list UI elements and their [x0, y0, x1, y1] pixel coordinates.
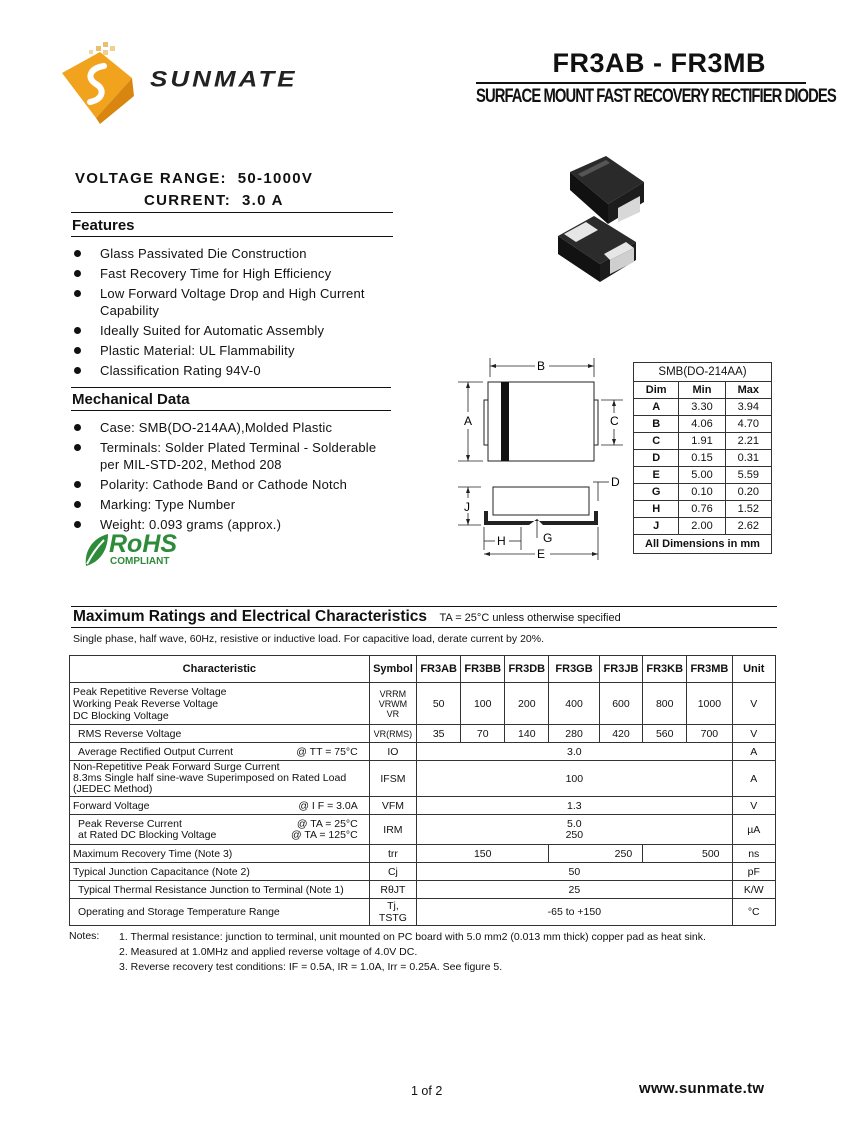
logo-wordmark: SUNMATE	[150, 67, 298, 92]
symbol-cell: VRRM VRWM VR	[369, 683, 416, 725]
dim-label-b: B	[537, 359, 546, 373]
table-row: B 4.06 4.70	[634, 416, 772, 433]
dim-label-d: D	[611, 475, 620, 489]
list-item: Plastic Material: UL Flammability	[70, 342, 400, 359]
package-bottom-icon	[558, 216, 636, 282]
voltage-label: VOLTAGE RANGE:	[75, 170, 227, 187]
website-link[interactable]: www.sunmate.tw	[639, 1080, 765, 1097]
cathode-band	[501, 382, 509, 461]
bullet-icon	[74, 270, 81, 277]
list-item: Fast Recovery Time for High Efficiency	[70, 265, 400, 282]
divider	[71, 627, 777, 628]
dimension-diagram	[455, 355, 630, 565]
list-item: Polarity: Cathode Band or Cathode Notch	[70, 476, 390, 493]
dim-label-e: E	[537, 547, 546, 561]
bullet-icon	[74, 250, 81, 257]
list-item: Terminals: Solder Plated Terminal - Solderable per MIL-STD-202, Method 208	[70, 439, 390, 473]
dim-header: Max	[725, 382, 771, 399]
col-header: FR3MB	[687, 656, 732, 683]
ratings-table	[69, 655, 776, 926]
note-item: 1. Thermal resistance: junction to terminal, unit mounted on PC board with 5.0 mm2 (0.013 mm thick) copper pad as heat sink.	[119, 931, 706, 943]
table-row: J 2.00 2.62	[634, 518, 772, 535]
package-top-icon	[570, 156, 644, 224]
dim-table-footer: All Dimensions in mm	[634, 535, 772, 554]
bullet-icon	[74, 481, 81, 488]
bullet-icon	[74, 290, 81, 297]
divider	[71, 606, 777, 607]
current-rating	[144, 192, 284, 209]
title-rule	[476, 82, 806, 84]
notes-label: Notes:	[69, 930, 100, 942]
rohs-badge	[82, 532, 192, 568]
col-header: Symbol	[369, 656, 416, 683]
features-title: Features	[72, 217, 135, 234]
list-item: Ideally Suited for Automatic Assembly	[70, 322, 400, 339]
features-list	[70, 245, 400, 382]
current-label: CURRENT:	[144, 192, 232, 209]
table-row: Typical Thermal Resistance Junction to Terminal (Note 1) RθJT 25 K/W	[70, 881, 776, 899]
list-item: Weight: 0.093 grams (approx.)	[70, 516, 390, 533]
table-row: Maximum Recovery Time (Note 3) trr 150 250 500 ns	[70, 845, 776, 863]
divider	[71, 212, 393, 213]
note-item: 2. Measured at 1.0MHz and applied reverse voltage of 4.0V DC.	[119, 946, 418, 958]
dim-label-c: C	[610, 414, 619, 428]
ratings-condition: TA = 25°C unless otherwise specified	[439, 612, 621, 624]
list-item: Marking: Type Number	[70, 496, 390, 513]
dim-label-a: A	[464, 414, 473, 428]
bullet-icon	[74, 367, 81, 374]
ratings-header	[73, 608, 621, 626]
bullet-icon	[74, 444, 81, 451]
table-row: H 0.76 1.52	[634, 501, 772, 518]
table-row: RMS Reverse Voltage VR(RMS) 35 70 140 280 420 560 700 V	[70, 725, 776, 743]
bullet-icon	[74, 424, 81, 431]
product-subtitle: SURFACE MOUNT FAST RECOVERY RECTIFIER DIODES	[476, 86, 836, 107]
col-header: FR3KB	[643, 656, 687, 683]
col-header: Unit	[732, 656, 775, 683]
list-item: Classification Rating 94V-0	[70, 362, 400, 379]
list-item: Case: SMB(DO-214AA),Molded Plastic	[70, 419, 390, 436]
page-number: 1 of 2	[411, 1084, 443, 1098]
notes-list	[119, 930, 779, 975]
note-item: 3. Reverse recovery test conditions: IF = 0.5A, IR = 1.0A, Irr = 0.25A. See figure 5.	[119, 961, 503, 973]
rohs-compliant-text: COMPLIANT	[110, 556, 170, 567]
list-item: Glass Passivated Die Construction	[70, 245, 400, 262]
body-side-view	[493, 487, 589, 515]
col-header: FR3DB	[505, 656, 549, 683]
dim-label-h: H	[497, 534, 506, 548]
bullet-icon	[74, 521, 81, 528]
table-row: Forward Voltage @ I F = 3.0A VFM 1.3 V	[70, 797, 776, 815]
terminal-right	[594, 400, 598, 445]
table-row: A 3.30 3.94	[634, 399, 772, 416]
divider	[71, 410, 391, 411]
table-row: Peak Reverse Current @ TA = 25°C at Rated DC Blocking Voltage @ TA = 125°C IRM 5.0 250 µA	[70, 815, 776, 845]
table-row: Typical Junction Capacitance (Note 2) Cj 50 pF	[70, 863, 776, 881]
col-header: FR3AB	[417, 656, 461, 683]
col-header: Characteristic	[70, 656, 370, 683]
table-row: Average Rectified Output Current @ TT = 75°C IO 3.0 A	[70, 743, 776, 761]
list-item: Low Forward Voltage Drop and High Current Capability	[70, 285, 400, 319]
rohs-text: RoHS	[109, 530, 178, 558]
ratings-title: Maximum Ratings and Electrical Characteristics	[73, 608, 428, 625]
bullet-icon	[74, 347, 81, 354]
leaf-icon	[82, 532, 110, 568]
ratings-description: Single phase, half wave, 60Hz, resistive or inductive load. For capacitive load, derate current by 20%.	[73, 633, 544, 645]
divider	[71, 387, 391, 388]
col-header: FR3JB	[599, 656, 642, 683]
dim-table-caption: SMB(DO-214AA)	[634, 363, 772, 382]
table-row: E 5.00 5.59	[634, 467, 772, 484]
current-value: 3.0 A	[242, 192, 284, 209]
table-row: Peak Repetitive Reverse Voltage Working Peak Reverse Voltage DC Blocking Voltage VRRM VRWM VR 50 100 200 400 600 800 1000 V	[70, 683, 776, 725]
bullet-icon	[74, 501, 81, 508]
row-label: Peak Repetitive Reverse Voltage Working Peak Reverse Voltage DC Blocking Voltage	[70, 683, 370, 725]
dim-header: Min	[679, 382, 725, 399]
table-row: C 1.91 2.21	[634, 433, 772, 450]
dim-label-j: J	[464, 500, 470, 514]
table-row: Operating and Storage Temperature Range Tj, TSTG -65 to +150 °C	[70, 899, 776, 926]
title-block	[470, 48, 836, 107]
brand-logo	[60, 38, 330, 129]
dimension-table	[633, 362, 772, 554]
terminal-left	[484, 400, 488, 445]
divider	[71, 236, 393, 237]
table-row: G 0.10 0.20	[634, 484, 772, 501]
mechanical-list	[70, 419, 390, 536]
dim-header: Dim	[634, 382, 679, 399]
col-header: FR3BB	[461, 656, 505, 683]
table-row: Non-Repetitive Peak Forward Surge Current 8.3ms Single half sine-wave Superimposed on Rated Load (JEDEC Method) IFSM 100 A	[70, 761, 776, 797]
dim-label-g: G	[543, 531, 553, 545]
part-number-title: FR3AB - FR3MB	[552, 48, 766, 78]
voltage-value: 50-1000V	[237, 170, 314, 187]
mechanical-title: Mechanical Data	[72, 391, 190, 408]
package-photo	[548, 150, 658, 290]
logo-emblem	[62, 42, 134, 124]
col-header: FR3GB	[549, 656, 599, 683]
voltage-range	[75, 170, 313, 187]
table-row: D 0.15 0.31	[634, 450, 772, 467]
bullet-icon	[74, 327, 81, 334]
